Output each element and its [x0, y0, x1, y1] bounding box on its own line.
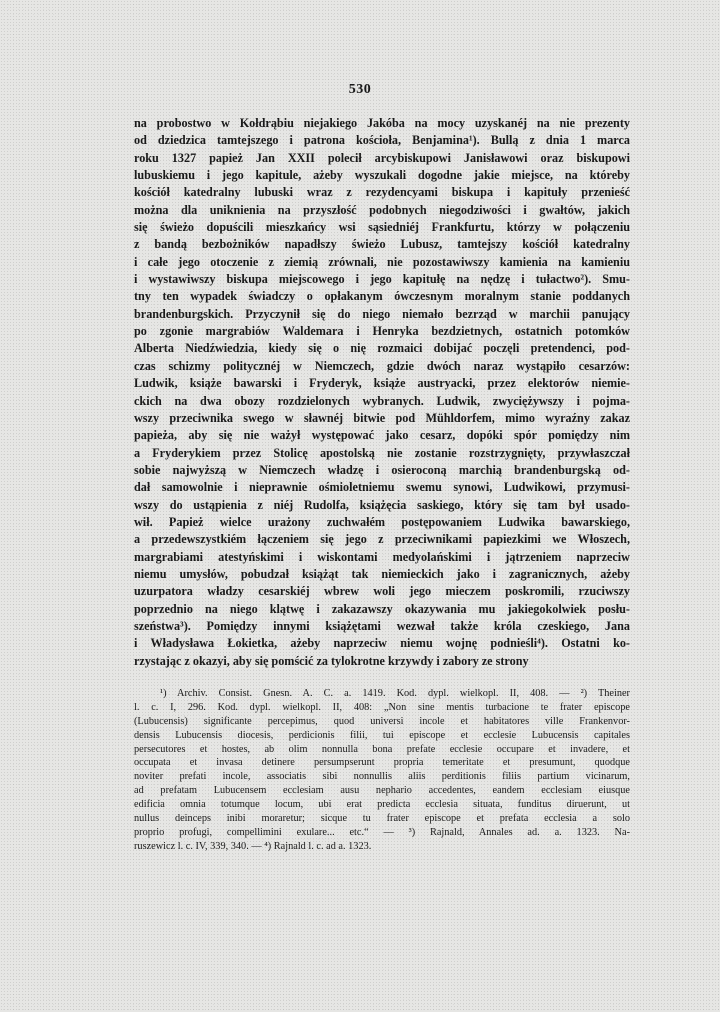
text-line: tny ten wypadek świadczy o opłakanym ówczesnym moralnym stanie poddanych — [134, 289, 630, 304]
text-line: Ludwik, książe bawarski i Fryderyk, książe austryacki, przez elektorów niemie- — [134, 376, 630, 391]
text-line: z bandą bezbożników napadłszy świeżo Lubusz, tamtejszy kościół katedralny — [134, 237, 630, 252]
text-line: poprzednio na niego klątwę i zakazawszy okazywania mu jakiegokolwiek posłu- — [134, 601, 630, 616]
text-line: czas schizmy politycznéj w Niemczech, gdzie dwóch naraz wystąpiło cesarzów: — [134, 358, 630, 373]
footnotes — [134, 687, 630, 854]
text-line: się świeżo dopuścili mieszkańcy wsi sąsiedniéj Frankfurtu, którzy w połączeniu — [134, 220, 630, 235]
text-line: po zgonie margrabiów Waldemara i Henryka bezdzietnych, ostatnich potomków — [134, 324, 630, 339]
text-line: sobie najwyższą w Niemczech władzę i osieroconą marchią brandenburgską od- — [134, 462, 630, 477]
text-line: kościół katedralny lubuski wraz z rezydencyami biskupa i kapituły przenieść — [134, 185, 630, 200]
text-line: można dla uniknienia na przyszłość podobnych niegodziwości i gwałtów, jakich — [134, 202, 630, 217]
footnote-line: proprio profugi, compellimini exulare... etc.“ — ³) Rajnald, Annales ad. a. 1323. Na- — [134, 826, 630, 838]
text-line: na probostwo w Kołdrąbiu niejakiego Jakóba na mocy uzyskanéj na nie prezenty — [134, 116, 630, 130]
page-number: 530 — [348, 82, 372, 97]
text-line: brandenburgskich. Przyczynił się do niego niemało bezrząd w marchii panujący — [134, 306, 630, 321]
text-line: i całe jego otoczenie z ziemią zrównali, nie pozostawiwszy kamienia na kamieniu — [134, 254, 630, 269]
footnote-line: edificia omnia totumque locum, ubi erat predicta ecclesia situata, funditus diruerunt, ut — [134, 799, 630, 811]
text-line: szeństwa³). Pomiędzy innymi książętami wezwał także króla czeskiego, Jana — [134, 618, 630, 633]
text-line: margrabiami atestyńskimi i wiskontami medyolańskimi i jątrzeniem naprzeciw — [134, 549, 630, 564]
footnote-line: ¹) Archiv. Consist. Gnesn. A. C. a. 1419. Kod. dypl. wielkopl. II, 408. — ²) Theiner — [160, 688, 630, 699]
text-line: a przedewszystkiém łączeniem się jego z przeciwnikami papiezkimi we Włoszech, — [134, 532, 630, 547]
footnote-line: nullus deinceps inibi moraretur; sicque tu frater episcope et prefata ecclesia a solo — [134, 813, 630, 825]
footnote-line: (Lubucensis) significante percepimus, quod universi incole et habitatores ville Frankenvor- — [134, 715, 630, 727]
footnote-line: noviter prefati incole, associatis sibi nonnullis aliis perditionis filiis partium vicinarum, — [134, 771, 630, 783]
footnote-line: occupata et invasa detinere persumpserunt propria temeritate et presumunt, quodque — [134, 757, 630, 769]
footnote-line: persecutores et hostes, ab olim nonnulla bona prefate ecclesie occupare et invadere, et — [134, 743, 630, 755]
text-line: roku 1327 papież Jan XXII polecił arcybiskupowi Janisławowi oraz biskupowi — [134, 150, 630, 165]
text-line: ckich na dwa obozy rozdzielonych wybranych. Ludwik, zwyciężywszy i pojma- — [134, 393, 630, 408]
text-line: uzurpatora władzy cesarskiéj wbrew woli jego mieczem poskromili, rzuciwszy — [134, 584, 630, 599]
text-line: wił. Papież wielce urażony zuchwałém postępowaniem Ludwika bawarskiego, — [134, 514, 630, 529]
footnote-line: densis Lubucensis diocesis, perdicionis filii, tui episcope et ecclesie Lubucensis capitales — [134, 729, 630, 741]
text-line: i wystawiwszy biskupa miejscowego i jego kapitułę na nędzę i tułactwo²). Smu- — [134, 272, 630, 287]
footnote-line: ad prefatam Lubucensem ecclesiam ausu nephario accedentes, eandem ecclesiam eiusque — [134, 785, 630, 797]
text-line: Alberta Niedźwiedzia, kiedy się o nię rozmaici dobijać poczęli pretendenci, pod- — [134, 341, 630, 356]
text-line: a Fryderykiem przez Stolicę apostolską nie zostanie rozstrzygnięty, przywłaszczał — [134, 445, 630, 460]
text-line: niemu umysłów, pobudzał książąt tak niemieckich jako i zagranicznych, ażeby — [134, 566, 630, 581]
text-line: wszy do ustąpienia z niéj Rudolfa, książęcia saskiego, który się tam był usado- — [134, 497, 630, 512]
text-line: rzystając z okazyi, aby się pomścić za tylokrotne krzywdy i zabory ze strony — [134, 653, 529, 668]
text-line: lubuskiemu i jego kapitule, ażeby wyszukali dogodne jakie miejsce, na któreby — [134, 168, 630, 183]
text-line: dał samowolnie i nieprawnie ośmioletniemu swemu synowi, Ludwikowi, przymusi- — [134, 480, 630, 495]
text-line: wszy przeciwnika swego w sławnéj bitwie pod Mühldorfem, mimo wyraźny zakaz — [134, 410, 630, 425]
text-line: i Władysława Łokietka, ażeby naprzeciw niemu wojnę podnieśli⁴). Ostatni ko- — [134, 636, 630, 651]
text-line: papieża, aby się nie ważył występować jako cesarz, dopóki spór pomiędzy nim — [134, 428, 630, 443]
main-body-text — [134, 115, 630, 670]
footnote-line: ruszewicz l. c. IV, 339, 340. — ⁴) Rajnald l. c. ad a. 1323. — [134, 840, 372, 852]
text-line: od dziedzica tamtejszego i patrona kościoła, Benjamina¹). Bullą z dnia 1 marca — [134, 133, 630, 148]
footnote-line: l. c. I, 296. Kod. dypl. wielkopl. II, 408: „Non sine mentis turbacione te frater episcope — [134, 701, 630, 713]
